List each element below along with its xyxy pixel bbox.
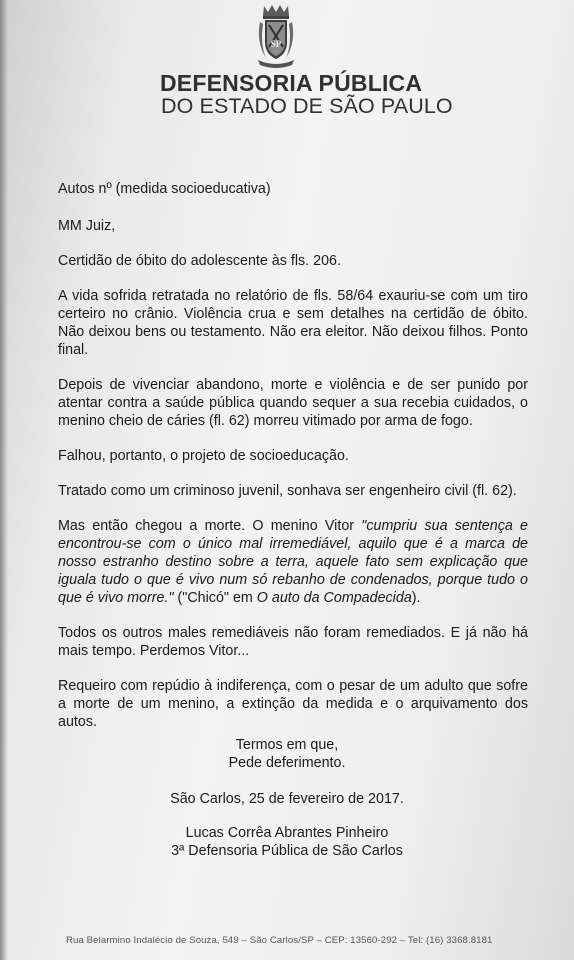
org-subtitle: DO ESTADO DE SÃO PAULO [161,94,453,118]
closing-line-2: Pede deferimento. [228,755,346,771]
signature-block [0,824,574,860]
sao-paulo-coat-of-arms-icon [254,2,298,70]
paragraph-death-start: Mas então chegou a morte. O menino Vitor [58,518,362,534]
quote-attribution: ("Chicó" em [173,590,257,606]
paragraph-life: A vida sofrida retratada no relatório de fls. 58/64 exauriu-se com um tiro certeiro no crânio. Violência crua e sem detalhes na certidão de óbito. Não deixou bens ou testamento. Não era eleitor. Não deixou filhos. Ponto final. [58,288,528,358]
paragraph-failure: Falhou, portanto, o projeto de socioeducação. [58,448,349,464]
org-name: DEFENSORIA PÚBLICA [160,70,423,96]
seal-letters: SP [270,39,282,49]
paragraph-no-time: Todos os outros males remediáveis não foram remediados. E já não há mais tempo. Perdemos Vitor... [58,625,528,659]
salutation: MM Juiz, [58,218,116,234]
signer-role: 3ª Defensoria Pública de São Carlos [171,843,403,859]
place-date: São Carlos, 25 de fevereiro de 2017. [170,791,404,807]
quote-text: "cumpriu sua sentença e encontrou-se com o único mal irremediável, aquilo que é a marca de nosso estranho destino sobre a terra, aquele fato sem explicação que iguala tudo o que é vivo num só rebanho de condenados, porque tudo o que é vivo morre." [58,518,528,606]
paragraph-abandonment: Depois de vivenciar abandono, morte e violência e de ser punido por atentar contra a saúde pública quando sequer a sua recebia cuidados, o menino cheio de cáries (fl. 62) morreu vitimado por arma de fogo. [58,377,528,429]
signer-name: Lucas Corrêa Abrantes Pinheiro [185,825,389,841]
letter-body [58,180,528,731]
closing-formula [0,736,574,772]
paragraph-death-end: ). [411,590,421,606]
paragraph-request: Requeiro com repúdio à indiferença, com o pesar de um adulto que sofre a morte de um menino, a extinção da medida e o arquivamento dos autos. [58,678,528,730]
letterhead [0,0,574,125]
paragraph-death-certificate: Certidão de óbito do adolescente às fls. 206. [58,253,341,269]
paragraph-dream: Tratado como um criminoso juvenil, sonhava ser engenheiro civil (fl. 62). [58,483,517,499]
page-edge-shadow [0,0,8,960]
footer-address: Rua Belarmino Indalécio de Souza, 549 – São Carlos/SP – CEP: 13560-292 – Tel: (16) 3368.8181 [66,935,493,946]
closing-line-1: Termos em que, [235,737,339,753]
paragraph-death [58,517,528,607]
work-title: O auto da Compadecida [256,590,412,606]
case-reference: Autos nº (medida socioeducativa) [58,181,271,197]
